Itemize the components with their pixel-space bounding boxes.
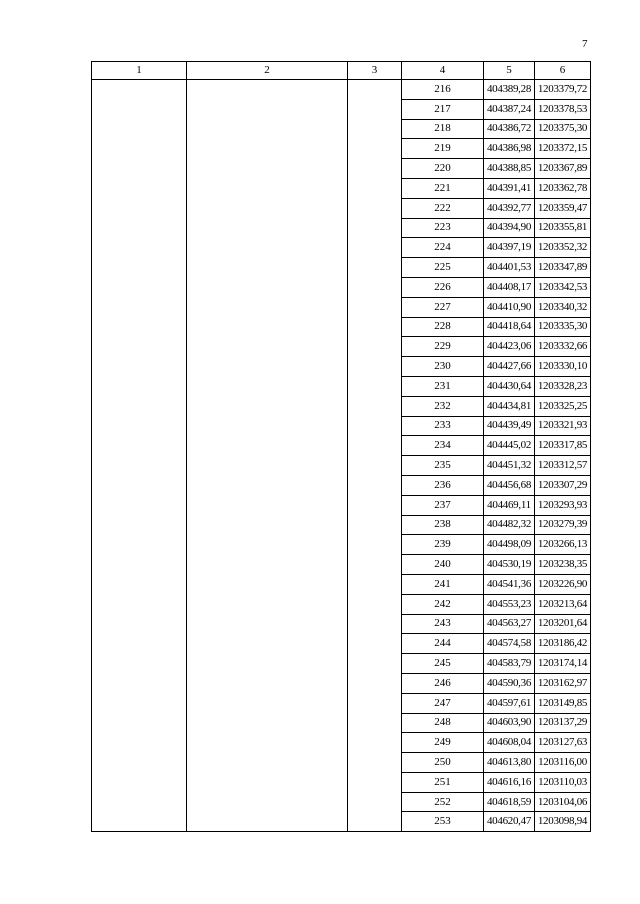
page-number: 7: [582, 38, 588, 50]
y-coordinate-cell: 1203355,81: [535, 218, 591, 238]
y-coordinate-cell: 1203359,47: [535, 198, 591, 218]
x-coordinate-cell: 404530,19: [484, 555, 535, 575]
column-header-1: 1: [92, 62, 187, 80]
point-number-cell: 225: [402, 258, 484, 278]
y-coordinate-cell: 1203312,57: [535, 456, 591, 476]
y-coordinate-cell: 1203352,32: [535, 238, 591, 258]
column-header-2: 2: [187, 62, 348, 80]
table-header-row: [92, 62, 591, 80]
y-coordinate-cell: 1203201,64: [535, 614, 591, 634]
point-number-cell: 241: [402, 574, 484, 594]
y-coordinate-cell: 1203375,30: [535, 119, 591, 139]
y-coordinate-cell: 1203137,29: [535, 713, 591, 733]
x-coordinate-cell: 404541,36: [484, 574, 535, 594]
y-coordinate-cell: 1203213,64: [535, 594, 591, 614]
x-coordinate-cell: 404616,16: [484, 772, 535, 792]
point-number-cell: 246: [402, 673, 484, 693]
x-coordinate-cell: 404401,53: [484, 258, 535, 278]
y-coordinate-cell: 1203149,85: [535, 693, 591, 713]
y-coordinate-cell: 1203104,06: [535, 792, 591, 812]
x-coordinate-cell: 404408,17: [484, 277, 535, 297]
y-coordinate-cell: 1203116,00: [535, 753, 591, 773]
y-coordinate-cell: 1203238,35: [535, 555, 591, 575]
point-number-cell: 219: [402, 139, 484, 159]
x-coordinate-cell: 404386,72: [484, 119, 535, 139]
x-coordinate-cell: 404574,58: [484, 634, 535, 654]
x-coordinate-cell: 404445,02: [484, 436, 535, 456]
y-coordinate-cell: 1203293,93: [535, 495, 591, 515]
point-number-cell: 231: [402, 376, 484, 396]
point-number-cell: 216: [402, 80, 484, 100]
y-coordinate-cell: 1203174,14: [535, 654, 591, 674]
x-coordinate-cell: 404613,80: [484, 753, 535, 773]
point-number-cell: 222: [402, 198, 484, 218]
y-coordinate-cell: 1203335,30: [535, 317, 591, 337]
point-number-cell: 239: [402, 535, 484, 555]
point-number-cell: 252: [402, 792, 484, 812]
y-coordinate-cell: 1203325,25: [535, 396, 591, 416]
y-coordinate-cell: 1203307,29: [535, 475, 591, 495]
point-number-cell: 226: [402, 277, 484, 297]
point-number-cell: 237: [402, 495, 484, 515]
point-number-cell: 221: [402, 178, 484, 198]
point-number-cell: 238: [402, 515, 484, 535]
y-coordinate-cell: 1203378,53: [535, 99, 591, 119]
x-coordinate-cell: 404498,09: [484, 535, 535, 555]
point-number-cell: 220: [402, 159, 484, 179]
x-coordinate-cell: 404620,47: [484, 812, 535, 832]
table-body: [92, 80, 591, 832]
point-number-cell: 249: [402, 733, 484, 753]
point-number-cell: 243: [402, 614, 484, 634]
y-coordinate-cell: 1203321,93: [535, 416, 591, 436]
point-number-cell: 217: [402, 99, 484, 119]
point-number-cell: 233: [402, 416, 484, 436]
y-coordinate-cell: 1203266,13: [535, 535, 591, 555]
y-coordinate-cell: 1203330,10: [535, 357, 591, 377]
y-coordinate-cell: 1203372,15: [535, 139, 591, 159]
x-coordinate-cell: 404608,04: [484, 733, 535, 753]
point-number-cell: 247: [402, 693, 484, 713]
x-coordinate-cell: 404434,81: [484, 396, 535, 416]
point-number-cell: 230: [402, 357, 484, 377]
x-coordinate-cell: 404456,68: [484, 475, 535, 495]
x-coordinate-cell: 404427,66: [484, 357, 535, 377]
point-number-cell: 240: [402, 555, 484, 575]
y-coordinate-cell: 1203186,42: [535, 634, 591, 654]
point-number-cell: 245: [402, 654, 484, 674]
empty-cell-column-1: [92, 80, 187, 832]
y-coordinate-cell: 1203162,97: [535, 673, 591, 693]
coordinates-table: [91, 61, 591, 832]
x-coordinate-cell: 404389,28: [484, 80, 535, 100]
y-coordinate-cell: 1203098,94: [535, 812, 591, 832]
y-coordinate-cell: 1203332,66: [535, 337, 591, 357]
x-coordinate-cell: 404618,59: [484, 792, 535, 812]
y-coordinate-cell: 1203226,90: [535, 574, 591, 594]
x-coordinate-cell: 404397,19: [484, 238, 535, 258]
y-coordinate-cell: 1203347,89: [535, 258, 591, 278]
x-coordinate-cell: 404392,77: [484, 198, 535, 218]
point-number-cell: 232: [402, 396, 484, 416]
x-coordinate-cell: 404553,23: [484, 594, 535, 614]
x-coordinate-cell: 404387,24: [484, 99, 535, 119]
x-coordinate-cell: 404597,61: [484, 693, 535, 713]
x-coordinate-cell: 404482,32: [484, 515, 535, 535]
point-number-cell: 228: [402, 317, 484, 337]
x-coordinate-cell: 404388,85: [484, 159, 535, 179]
y-coordinate-cell: 1203342,53: [535, 277, 591, 297]
x-coordinate-cell: 404469,11: [484, 495, 535, 515]
x-coordinate-cell: 404386,98: [484, 139, 535, 159]
y-coordinate-cell: 1203110,03: [535, 772, 591, 792]
x-coordinate-cell: 404394,90: [484, 218, 535, 238]
x-coordinate-cell: 404418,64: [484, 317, 535, 337]
point-number-cell: 253: [402, 812, 484, 832]
point-number-cell: 235: [402, 456, 484, 476]
y-coordinate-cell: 1203362,78: [535, 178, 591, 198]
x-coordinate-cell: 404590,36: [484, 673, 535, 693]
point-number-cell: 244: [402, 634, 484, 654]
column-header-4: 4: [402, 62, 484, 80]
point-number-cell: 250: [402, 753, 484, 773]
y-coordinate-cell: 1203379,72: [535, 80, 591, 100]
x-coordinate-cell: 404423,06: [484, 337, 535, 357]
column-header-5: 5: [484, 62, 535, 80]
empty-cell-column-2: [187, 80, 348, 832]
y-coordinate-cell: 1203328,23: [535, 376, 591, 396]
point-number-cell: 227: [402, 297, 484, 317]
column-header-3: 3: [348, 62, 402, 80]
y-coordinate-cell: 1203367,89: [535, 159, 591, 179]
point-number-cell: 224: [402, 238, 484, 258]
x-coordinate-cell: 404451,32: [484, 456, 535, 476]
empty-cell-column-3: [348, 80, 402, 832]
x-coordinate-cell: 404439,49: [484, 416, 535, 436]
x-coordinate-cell: 404430,64: [484, 376, 535, 396]
point-number-cell: 234: [402, 436, 484, 456]
point-number-cell: 248: [402, 713, 484, 733]
table-row: [92, 80, 591, 100]
y-coordinate-cell: 1203340,32: [535, 297, 591, 317]
x-coordinate-cell: 404391,41: [484, 178, 535, 198]
y-coordinate-cell: 1203317,85: [535, 436, 591, 456]
point-number-cell: 242: [402, 594, 484, 614]
point-number-cell: 236: [402, 475, 484, 495]
point-number-cell: 229: [402, 337, 484, 357]
x-coordinate-cell: 404563,27: [484, 614, 535, 634]
y-coordinate-cell: 1203279,39: [535, 515, 591, 535]
y-coordinate-cell: 1203127,63: [535, 733, 591, 753]
column-header-6: 6: [535, 62, 591, 80]
point-number-cell: 223: [402, 218, 484, 238]
x-coordinate-cell: 404410,90: [484, 297, 535, 317]
point-number-cell: 218: [402, 119, 484, 139]
x-coordinate-cell: 404583,79: [484, 654, 535, 674]
point-number-cell: 251: [402, 772, 484, 792]
x-coordinate-cell: 404603,90: [484, 713, 535, 733]
